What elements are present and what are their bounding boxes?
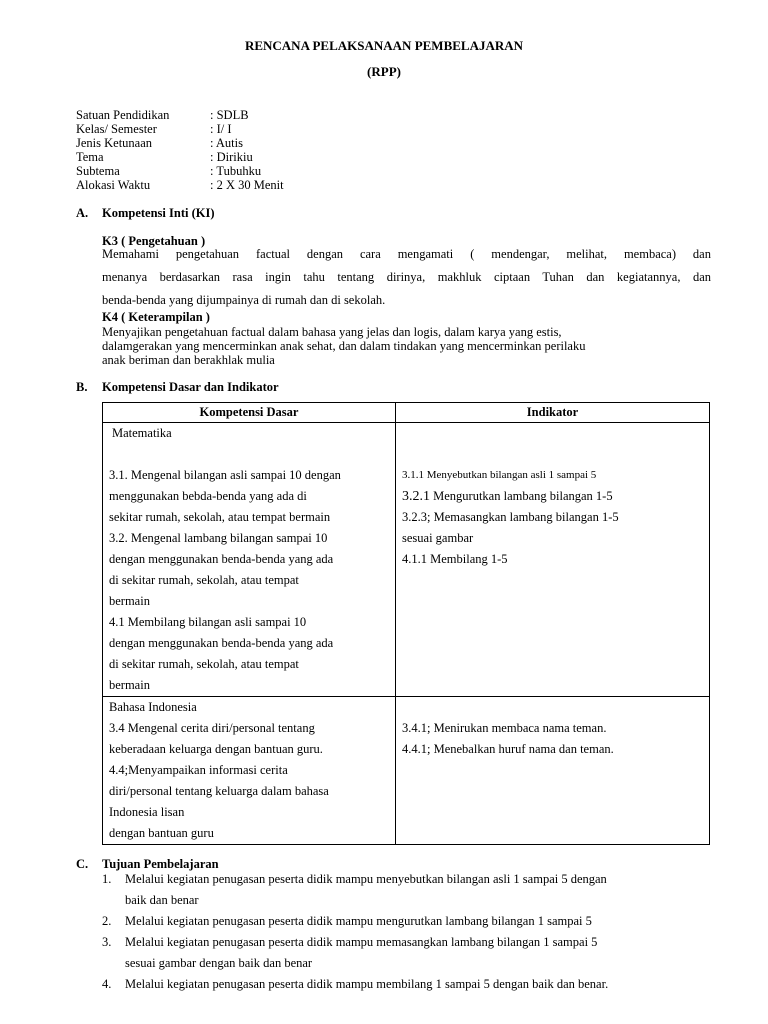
identity-value: : Autis <box>210 136 243 150</box>
kd-line: di sekitar rumah, sekolah, atau tempat <box>109 657 299 671</box>
section-a-heading <box>76 206 215 221</box>
indikator-line: 3.1.1 Menyebutkan bilangan asli 1 sampai 5 <box>402 469 597 481</box>
identity-row <box>76 136 284 150</box>
kd-line: keberadaan keluarga dengan bantuan guru. <box>109 742 323 756</box>
k3-paragraph <box>102 243 711 312</box>
indikator-cell-matematika <box>396 423 710 697</box>
list-item-line: Melalui kegiatan penugasan peserta didik mampu membilang 1 sampai 5 dengan baik dan benar. <box>125 977 609 991</box>
kd-line: menggunakan bebda-benda yang ada di <box>109 489 307 503</box>
k4-line: Menyajikan pengetahuan factual dalam bahasa yang jelas dan logis, dalam karya yang estis, <box>102 325 562 339</box>
kd-indikator-table <box>102 402 710 845</box>
indikator-line <box>402 486 703 507</box>
indikator-text: Mengurutkan lambang bilangan 1-5 <box>433 489 613 503</box>
identity-row <box>76 164 284 178</box>
list-item-line: sesuai gambar dengan baik dan benar <box>125 956 313 970</box>
kd-line: dengan menggunakan benda-benda yang ada <box>109 552 334 566</box>
indikator-line: 4.1.1 Membilang 1-5 <box>402 552 508 566</box>
identity-row <box>76 108 284 122</box>
section-title: Tujuan Pembelajaran <box>102 857 219 871</box>
section-letter: A. <box>76 206 89 220</box>
list-item-line: baik dan benar <box>125 893 199 907</box>
subject-label: Matematika <box>112 426 172 440</box>
indikator-line: 3.2.3; Memasangkan lambang bilangan 1-5 <box>402 510 619 524</box>
kd-line: 4.1 Membilang bilangan asli sampai 10 <box>109 615 307 629</box>
kd-line: sekitar rumah, sekolah, atau tempat bermain <box>109 510 331 524</box>
kd-line: 3.4 Mengenal cerita diri/personal tentang <box>109 721 315 735</box>
list-item-line: Melalui kegiatan penugasan peserta didik mampu memasangkan lambang bilangan 1 sampai 5 <box>125 935 598 949</box>
section-b-heading <box>76 380 279 395</box>
indikator-cell-bahasa <box>396 697 710 845</box>
identity-label: Jenis Ketunaan <box>76 136 153 150</box>
k3-line: menanya berdasarkan rasa ingin tahu tentang dirinya, makhluk ciptaan Tuhan dan kegiatannya, dan <box>102 270 711 284</box>
identity-label: Subtema <box>76 164 120 178</box>
document-subtitle: (RPP) <box>367 64 401 79</box>
identity-row <box>76 178 284 192</box>
kd-line: 3.1. Mengenal bilangan asli sampai 10 dengan <box>109 468 341 482</box>
kd-cell-bahasa <box>103 697 396 845</box>
list-item <box>102 869 722 911</box>
identity-value: : Dirikiu <box>210 150 253 164</box>
section-title: Kompetensi Inti (KI) <box>102 206 215 220</box>
table-row-bahasa <box>103 697 710 845</box>
kd-cell-matematika <box>103 423 396 697</box>
identity-label: Kelas/ Semester <box>76 122 157 136</box>
identity-table <box>76 108 284 192</box>
kd-line: diri/personal tentang keluarga dalam bahasa <box>109 784 329 798</box>
kd-line: dengan menggunakan benda-benda yang ada <box>109 636 334 650</box>
identity-value: : SDLB <box>210 108 249 122</box>
k3-heading: K3 ( Pengetahuan ) <box>102 234 206 248</box>
subject-label: Bahasa Indonesia <box>109 700 197 714</box>
indikator-line: sesuai gambar <box>402 531 474 545</box>
list-item <box>102 911 722 932</box>
kd-line: dengan bantuan guru <box>109 826 214 840</box>
identity-value: : 2 X 30 Menit <box>210 178 284 192</box>
kd-line: Indonesia lisan <box>109 805 185 819</box>
document-title: RENCANA PELAKSANAAN PEMBELAJARAN <box>244 38 524 53</box>
list-item <box>102 974 722 995</box>
identity-value: : I/ I <box>210 122 232 136</box>
indikator-line: 4.4.1; Menebalkan huruf nama dan teman. <box>402 742 614 756</box>
kd-line: 3.2. Mengenal lambang bilangan sampai 10 <box>109 531 328 545</box>
indikator-code: 3.2.1 <box>402 489 430 504</box>
identity-label: Alokasi Waktu <box>76 178 151 192</box>
k4-paragraph <box>102 325 711 367</box>
list-item-line: Melalui kegiatan penugasan peserta didik mampu mengurutkan lambang bilangan 1 sampai 5 <box>125 914 592 928</box>
header-indikator: Indikator <box>396 403 710 423</box>
identity-row <box>76 150 284 164</box>
kd-line: bermain <box>109 678 150 692</box>
identity-label: Tema <box>76 150 104 164</box>
identity-row <box>76 122 284 136</box>
identity-label: Satuan Pendidikan <box>76 108 170 122</box>
kd-line: di sekitar rumah, sekolah, atau tempat <box>109 573 299 587</box>
table-row-matematika <box>103 423 710 697</box>
identity-value: : Tubuhku <box>210 164 262 178</box>
kd-line: 4.4;Menyampaikan informasi cerita <box>109 763 288 777</box>
k3-line: benda-benda yang dijumpainya di rumah dan di sekolah. <box>102 293 386 307</box>
list-number: 2. <box>102 914 112 928</box>
k4-line: dalamgerakan yang mencerminkan anak sehat, dan dalam tindakan yang mencerminkan perilaku <box>102 339 586 353</box>
section-letter: C. <box>76 857 89 871</box>
tujuan-list <box>102 869 722 995</box>
kd-line: bermain <box>109 594 150 608</box>
list-number: 1. <box>102 872 112 886</box>
list-item <box>102 932 722 974</box>
section-title: Kompetensi Dasar dan Indikator <box>102 380 279 394</box>
k3-line: Memahami pengetahuan factual dengan cara mengamati ( mendengar, melihat, membaca) dan <box>102 247 711 261</box>
list-number: 4. <box>102 977 112 991</box>
section-letter: B. <box>76 380 88 394</box>
k4-heading: K4 ( Keterampilan ) <box>102 310 210 324</box>
indikator-line: 3.4.1; Menirukan membaca nama teman. <box>402 721 607 735</box>
k4-line: anak beriman dan berakhlak mulia <box>102 353 275 367</box>
header-kompetensi-dasar: Kompetensi Dasar <box>103 403 396 423</box>
list-number: 3. <box>102 935 112 949</box>
table-header-row <box>103 403 710 423</box>
list-item-line: Melalui kegiatan penugasan peserta didik mampu menyebutkan bilangan asli 1 sampai 5 dengan <box>125 872 607 886</box>
